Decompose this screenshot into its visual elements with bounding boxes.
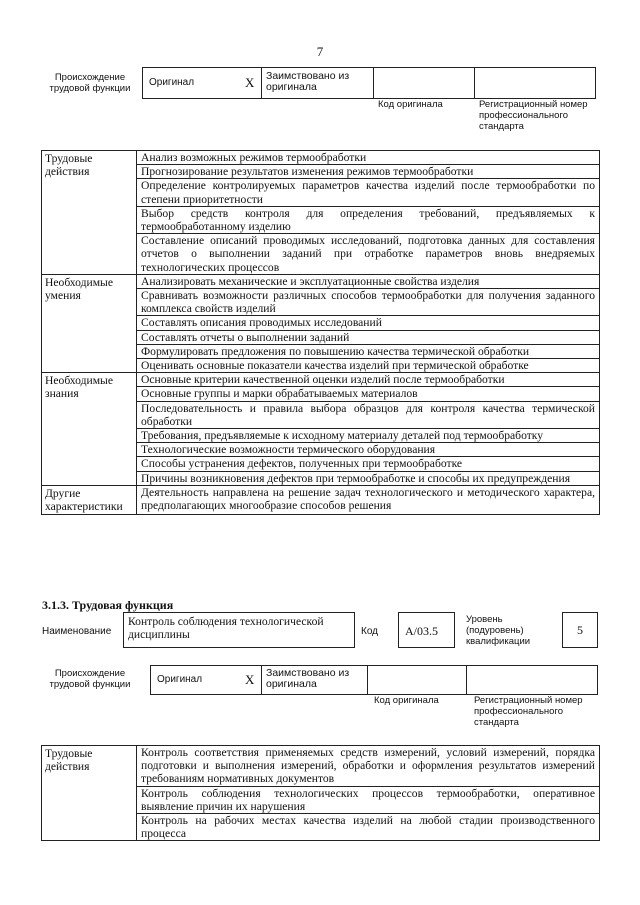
original-label-2: Оригинал [157, 674, 203, 685]
borrowed-label-2: Заимствовано из оригинала [266, 667, 350, 690]
level-value-cell [562, 612, 598, 648]
section-heading: 3.1.3. Трудовая функция [42, 598, 174, 612]
actions-label: Трудовые действия [42, 151, 137, 275]
actions-2-item: Контроль соответствия применяемых средств измерений, условий измерений, порядка подготовки и выполнения измерений, обработки и оформления результатов измерений требованиям нормативных документов [137, 746, 600, 787]
skills-item: Составлять отчеты о выполнении заданий [137, 330, 600, 344]
actions-item: Анализ возможных режимов термообработки [137, 151, 600, 165]
skills-item: Оценивать основные показатели качества изделий при термической обработке [137, 359, 600, 373]
skills-label: Необходимые умения [42, 274, 137, 372]
skills-item: Анализировать механические и эксплуатационные свойства изделия [137, 274, 600, 288]
knowledge-item: Основные группы и марки обрабатываемых материалов [137, 387, 600, 401]
skills-item: Формулировать предложения по повышению качества термической обработки [137, 344, 600, 358]
table-row [42, 485, 600, 514]
knowledge-item: Последовательность и правила выбора образцов для контроля качества термической обработки [137, 401, 600, 428]
origin-label-2: Происхождение трудовой функции [49, 668, 131, 690]
actions-item: Прогнозирование результатов изменения режимов термообработки [137, 165, 600, 179]
knowledge-item: Требования, предъявляемые к исходному материалу деталей под термообработку [137, 429, 600, 443]
code-caption: Код оригинала [378, 99, 443, 110]
name-label: Наименование [42, 626, 112, 637]
page-number: 7 [316, 44, 324, 59]
original-mark-2: X [245, 672, 255, 687]
functions-table-1 [41, 150, 600, 515]
actions-2-item: Контроль на рабочих местах качества изделий на любой стадии производственного процесса [137, 814, 600, 841]
borrowed-cell [261, 67, 374, 99]
actions-item: Составление описаний проводимых исследований, подготовка данных для составления отчетов о выполнении заданий при отработке параметров вновь внедряемых технологических процессов [137, 234, 600, 275]
actions-item: Определение контролируемых параметров качества изделий после термообработки по степени приоритетности [137, 179, 600, 206]
original-code-cell [373, 67, 475, 99]
knowledge-label: Необходимые знания [42, 373, 137, 486]
reg-caption: Регистрационный номер профессионального стандарта [479, 99, 588, 132]
table-row [42, 373, 600, 387]
actions-item: Выбор средств контроля для определения требований, предъявляемых к термообработанному изделию [137, 206, 600, 233]
knowledge-item: Основные критерии качественной оценки изделий после термообработки [137, 373, 600, 387]
knowledge-item: Причины возникновения дефектов при термообработке и способы их предупреждения [137, 471, 600, 485]
reg-caption-2: Регистрационный номер профессионального стандарта [474, 695, 583, 728]
original-cell [142, 67, 262, 99]
skills-item: Составлять описания проводимых исследований [137, 316, 600, 330]
skills-item: Сравнивать возможности различных способов термообработки для получения заданного комплекса свойств изделий [137, 289, 600, 316]
original-cell-2 [150, 665, 262, 695]
code-value: А/03.5 [405, 624, 438, 638]
reg-number-cell [474, 67, 596, 99]
original-label: Оригинал [149, 77, 195, 88]
actions-2-label: Трудовые действия [42, 746, 137, 841]
table-row [42, 746, 600, 787]
code-value-cell [398, 612, 455, 648]
borrowed-label: Заимствовано из оригинала [266, 70, 350, 93]
functions-table-2 [41, 745, 600, 841]
reg-number-cell-2 [466, 665, 598, 695]
knowledge-item: Способы устранения дефектов, полученных при термообработке [137, 457, 600, 471]
code-caption-2: Код оригинала [374, 695, 439, 706]
name-value: Контроль соблюдения технологической дисциплины [128, 615, 324, 641]
knowledge-item: Технологические возможности термического оборудования [137, 443, 600, 457]
table-row [42, 274, 600, 288]
original-code-cell-2 [367, 665, 467, 695]
original-mark: X [245, 75, 255, 90]
code-label: Код [361, 626, 379, 637]
level-value: 5 [577, 623, 583, 637]
name-value-cell [123, 612, 355, 648]
borrowed-cell-2 [261, 665, 368, 695]
actions-2-item: Контроль соблюдения технологических процессов термообработки, оперативное выявление причин их нарушения [137, 786, 600, 813]
origin-label: Происхождение трудовой функции [49, 72, 131, 94]
table-row [42, 151, 600, 165]
level-label: Уровень (подуровень) квалификации [466, 614, 531, 647]
other-label: Другие характеристики [42, 485, 137, 514]
other-value: Деятельность направлена на решение задач технологического и методического характера, предполагающих многообразие способов решения [137, 485, 600, 514]
